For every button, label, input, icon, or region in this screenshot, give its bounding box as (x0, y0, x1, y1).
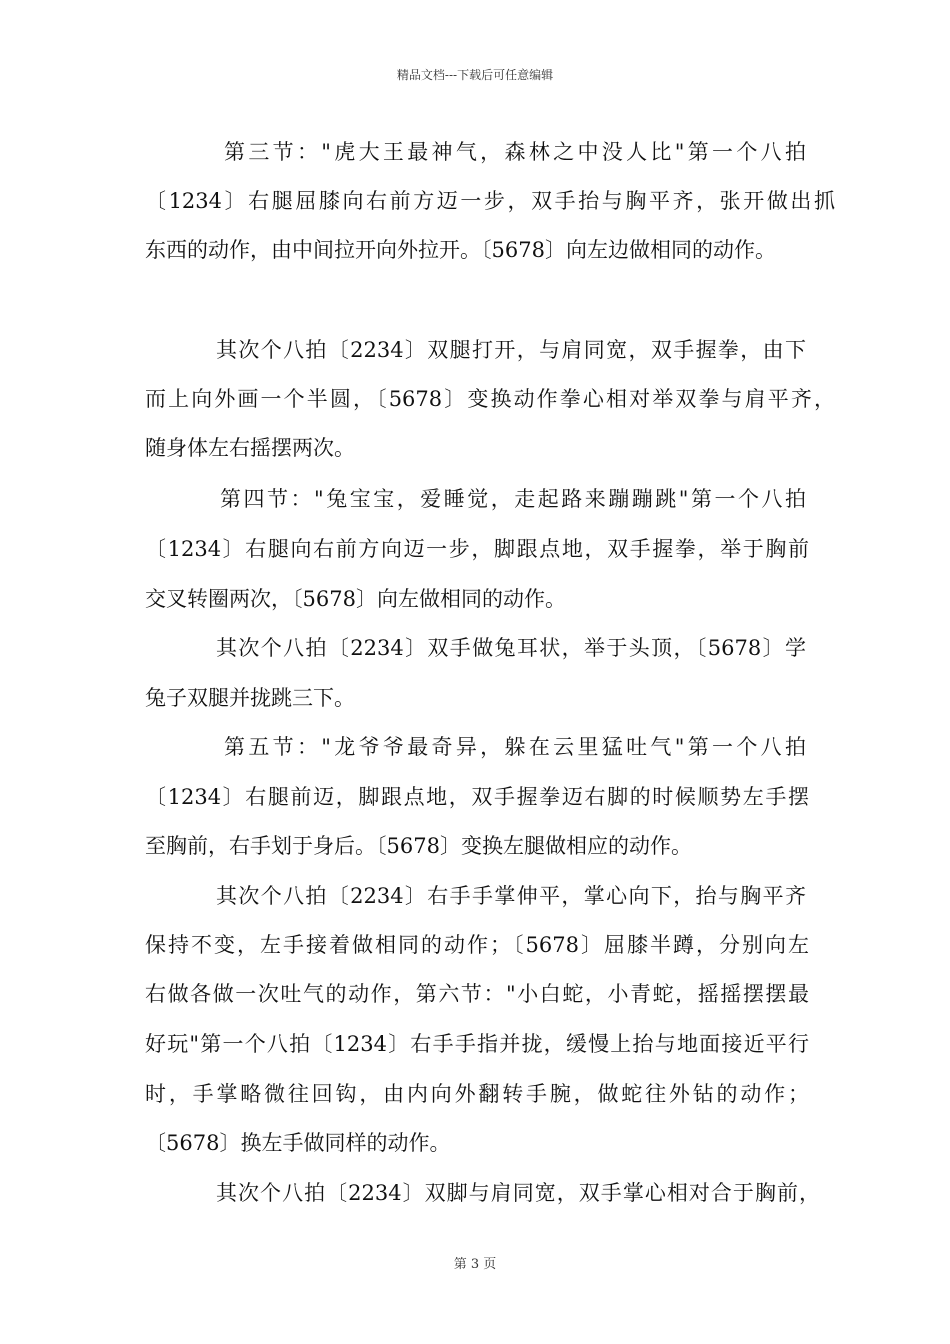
text-line: 至胸前，右手划于身后。〔5678〕变换左腿做相应的动作。 (145, 834, 692, 858)
text-line: 东西的动作，由中间拉开向外拉开。〔5678〕向左边做相同的动作。 (145, 238, 776, 262)
text-line: 右做各做一次吐气的动作，第六节："小白蛇，小青蛇，摇摇摆摆最 (145, 982, 809, 1006)
text-line: 第四节："兔宝宝，爱睡觉，走起路来蹦蹦跳"第一个八拍 (220, 487, 806, 511)
text-line: 随身体左右摇摆两次。 (145, 436, 355, 460)
text-line: 〔1234〕右腿向右前方向迈一步，脚跟点地，双手握拳，举于胸前 (145, 537, 809, 561)
page-header: 精品文档---下载后可任意编辑 (396, 68, 554, 82)
text-line: 而上向外画一个半圆，〔5678〕变换动作拳心相对举双拳与肩平齐， (145, 387, 835, 411)
text-line: 〔5678〕换左手做同样的动作。 (145, 1131, 451, 1155)
text-line: 时，手掌略微往回钩，由内向外翻转手腕，做蛇往外钻的动作； (145, 1082, 809, 1106)
text-line: 第五节："龙爷爷最奇异，躲在云里猛吐气"第一个八拍 (224, 735, 806, 759)
text-line: 其次个八拍〔2234〕双脚与肩同宽，双手掌心相对合于胸前， (216, 1181, 820, 1205)
text-line: 〔1234〕右腿屈膝向右前方迈一步，双手抬与胸平齐，张开做出抓 (145, 189, 835, 213)
text-line: 兔子双腿并拢跳三下。 (145, 686, 355, 710)
text-line: 其次个八拍〔2234〕双手做兔耳状，举于头顶，〔5678〕学 (216, 636, 806, 660)
text-line: 好玩"第一个八拍〔1234〕右手手指并拢，缓慢上抬与地面接近平行 (145, 1032, 809, 1056)
text-line: 〔1234〕右腿前迈，脚跟点地，双手握拳迈右脚的时候顺势左手摆 (145, 785, 809, 809)
text-line: 其次个八拍〔2234〕双腿打开，与肩同宽，双手握拳，由下 (216, 338, 806, 362)
text-line: 保持不变，左手接着做相同的动作；〔5678〕屈膝半蹲，分别向左 (145, 933, 809, 957)
text-line: 交叉转圈两次，〔5678〕向左做相同的动作。 (145, 587, 566, 611)
page-number: 第 3 页 (453, 1257, 497, 1272)
text-line: 其次个八拍〔2234〕右手手掌伸平，掌心向下，抬与胸平齐 (216, 884, 806, 908)
text-line: 第三节："虎大王最神气，森林之中没人比"第一个八拍 (224, 140, 806, 164)
